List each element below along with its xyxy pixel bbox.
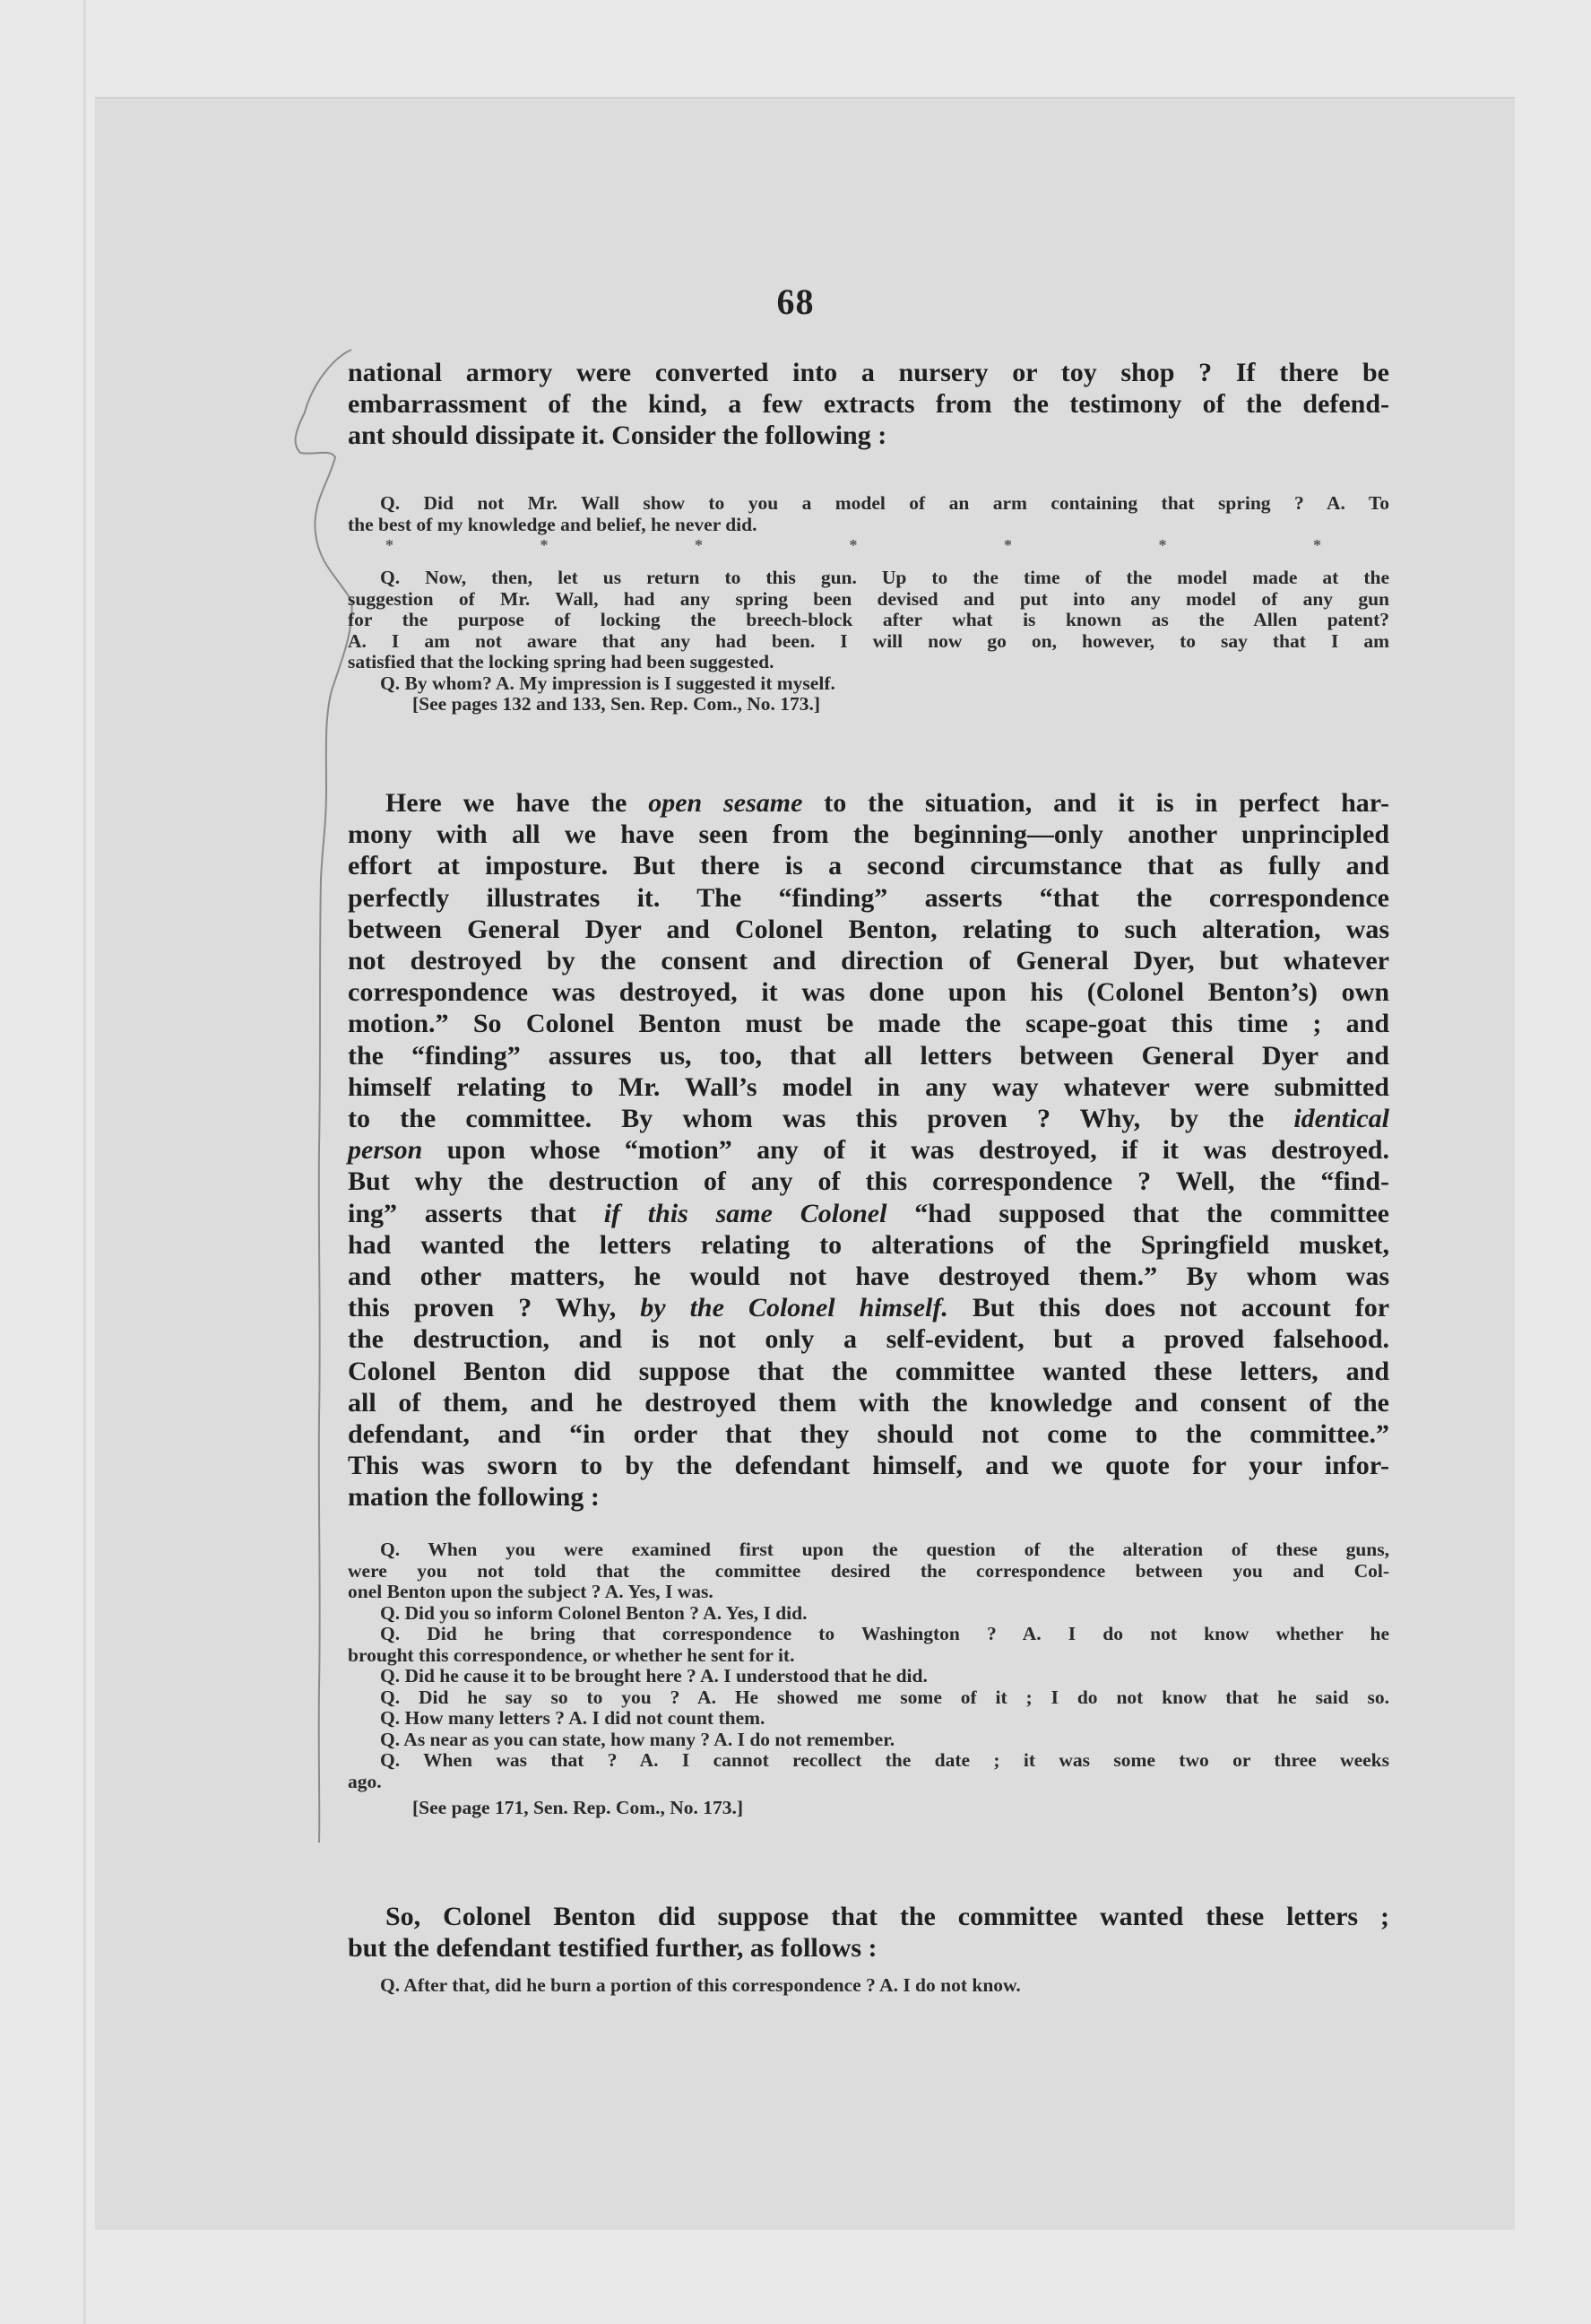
quote-line: Q. Did he say so to you ? A. He showed me some of it ; I do not know that he said so. bbox=[380, 1686, 1389, 1708]
quote-line: the best of my knowledge and belief, he never did. bbox=[348, 513, 757, 535]
text-line: and other matters, he would not have destroyed them.” By whom was bbox=[348, 1262, 1389, 1292]
text-line: person upon whose “motion” any of it was destroyed, if it was destroyed. bbox=[348, 1135, 1389, 1166]
quote-line: Q. Did not Mr. Wall show to you a model of an arm containing that spring ? A. To bbox=[380, 492, 1389, 514]
text-line: Here we have the open sesame to the situation, and it is in perfect har- bbox=[385, 788, 1389, 818]
quote-line: brought this correspondence, or whether he sent for it. bbox=[348, 1643, 795, 1666]
text-line: mation the following : bbox=[348, 1482, 600, 1513]
quote-line: Q. Now, then, let us return to this gun. Up to the time of the model made at the bbox=[380, 567, 1389, 588]
quote-line: satisfied that the locking spring had been suggested. bbox=[348, 651, 774, 672]
asterisk: * bbox=[695, 536, 703, 554]
text-line: ing” asserts that if this same Colonel “had supposed that the committee bbox=[348, 1198, 1389, 1228]
text-line: national armory were converted into a nursery or toy shop ? If there be bbox=[348, 358, 1389, 387]
text-line: not destroyed by the consent and direction of General Dyer, but whatever bbox=[348, 946, 1389, 976]
ellipsis-asterisks bbox=[348, 535, 1389, 555]
asterisk: * bbox=[1158, 536, 1167, 554]
scan-backing-edge bbox=[83, 0, 86, 2324]
text-line: all of them, and he destroyed them with the knowledge and consent of the bbox=[348, 1387, 1389, 1418]
text-line: himself relating to Mr. Wall’s model in any way whatever were submitted bbox=[348, 1071, 1389, 1102]
quote-line: for the purpose of locking the breech-block after what is known as the Allen patent? bbox=[348, 609, 1389, 630]
quote-line: Q. Did you so inform Colonel Benton ? A. Yes, I did. bbox=[380, 1601, 808, 1624]
text-line: embarrassment of the kind, a few extracts from the testimony of the defend- bbox=[348, 389, 1389, 420]
testimony-quote-1 bbox=[348, 493, 1389, 715]
text-line: This was sworn to by the defendant himself, and we quote for your infor- bbox=[348, 1451, 1389, 1481]
quote-line: suggestion of Mr. Wall, had any spring been devised and put into any model of any gun bbox=[348, 587, 1389, 610]
quote-line: Q. How many letters ? A. I did not count them. bbox=[380, 1707, 765, 1729]
text-line: the destruction, and is not only a self-evident, but a proved falsehood. bbox=[348, 1324, 1389, 1355]
text-line: between General Dyer and Colonel Benton, relating to such alteration, was bbox=[348, 914, 1389, 944]
text-line: Colonel Benton did suppose that the committee wanted these letters, and bbox=[348, 1356, 1389, 1386]
text-line: but the defendant testified further, as follows : bbox=[348, 1933, 878, 1964]
quote-line: onel Benton upon the subject ? A. Yes, I was. bbox=[348, 1581, 713, 1602]
citation: [See page 171, Sen. Rep. Com., No. 173.] bbox=[412, 1797, 744, 1818]
quote-line: Q. After that, did he burn a portion of this correspondence ? A. I do not know. bbox=[380, 1974, 1021, 1996]
asterisk: * bbox=[1004, 536, 1012, 554]
text-line: ant should dissipate it. Consider the following : bbox=[348, 421, 887, 451]
text-line: to the committee. By whom was this proven ? Why, by the identical bbox=[348, 1104, 1389, 1134]
asterisk: * bbox=[385, 536, 393, 554]
paragraph-conclusion bbox=[348, 1901, 1389, 1964]
quote-line: Q. When was that ? A. I cannot recollect the date ; it was some two or three weeks bbox=[380, 1749, 1389, 1771]
text-line: correspondence was destroyed, it was done upon his (Colonel Benton’s) own bbox=[348, 977, 1389, 1008]
quote-line: were you not told that the committee desired the correspondence between you and Col- bbox=[348, 1559, 1389, 1582]
text-line: But why the destruction of any of this correspondence ? Well, the “find- bbox=[348, 1166, 1389, 1197]
text-line: the “finding” assures us, too, that all letters between General Dyer and bbox=[348, 1040, 1389, 1071]
quote-line: ago. bbox=[348, 1770, 382, 1792]
page-number: 68 bbox=[776, 282, 815, 322]
text-line: So, Colonel Benton did suppose that the committee wanted these letters ; bbox=[385, 1902, 1389, 1931]
testimony-quote-3 bbox=[348, 1975, 1389, 1997]
text-line: this proven ? Why, by the Colonel himself. But this does not account for bbox=[348, 1293, 1390, 1323]
quote-line: Q. Did he cause it to be brought here ? A. I understood that he did. bbox=[380, 1665, 928, 1687]
text-line: perfectly illustrates it. The “finding” asserts “that the correspondence bbox=[348, 882, 1389, 913]
asterisk: * bbox=[540, 536, 549, 554]
quote-line: Q. By whom? A. My impression is I suggested it myself. bbox=[380, 672, 835, 694]
citation: [See pages 132 and 133, Sen. Rep. Com., No. 173.] bbox=[412, 693, 821, 715]
asterisk: * bbox=[849, 536, 858, 554]
quote-line: A. I am not aware that any had been. I will now go on, however, to say that I am bbox=[348, 629, 1389, 652]
text-line: motion.” So Colonel Benton must be made the scape-goat this time ; and bbox=[348, 1009, 1389, 1039]
text-line: effort at imposture. But there is a second circumstance that as fully and bbox=[348, 851, 1389, 881]
asterisk: * bbox=[1313, 536, 1321, 554]
text-line: defendant, and “in order that they should not come to the committee.” bbox=[348, 1419, 1389, 1450]
text-line: had wanted the letters relating to alterations of the Springfield musket, bbox=[348, 1229, 1389, 1260]
quote-line: Q. When you were examined first upon the question of the alteration of these guns, bbox=[380, 1539, 1389, 1560]
testimony-quote-2 bbox=[348, 1539, 1389, 1819]
quote-line: Q. As near as you can state, how many ? A. I do not remember. bbox=[380, 1728, 895, 1750]
paragraph-argument bbox=[348, 787, 1389, 1513]
text-line: mony with all we have seen from the beginning—only another unprincipled bbox=[348, 819, 1389, 850]
paragraph-intro bbox=[348, 357, 1389, 452]
quote-line: Q. Did he bring that correspondence to Washington ? A. I do not know whether he bbox=[380, 1623, 1389, 1644]
